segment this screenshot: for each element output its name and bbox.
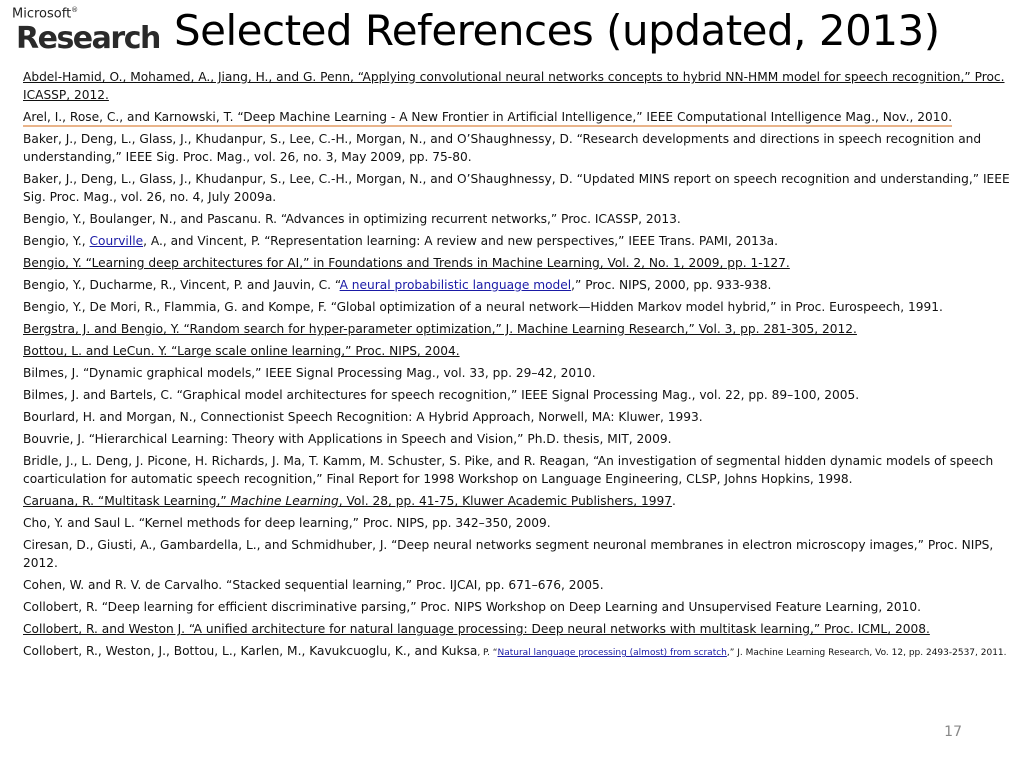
reference-item: Bengio, Y., Boulanger, N., and Pascanu. R. “Advances in optimizing recurrent networks,” Proc. ICASSP, 2013. xyxy=(23,212,681,226)
reference-link-courville[interactable]: Courville xyxy=(89,234,144,248)
reference-item: Cohen, W. and R. V. de Carvalho. “Stacked sequential learning,” Proc. IJCAI, pp. 671–676, 2005. xyxy=(23,578,604,592)
reference-item: Collobert, R., Weston, J., Bottou, L., Karlen, M., Kavukcuoglu, K., and Kuksa, P. “Natural language processing (almost) from scratch,” J. Machine Learning Research, Vo. 12, pp. 2493-2537, 2011. xyxy=(23,644,1007,658)
reference-item: Caruana, R. “Multitask Learning,” Machine Learning, Vol. 28, pp. 41-75, Kluwer Academic Publishers, 1997. xyxy=(23,494,676,508)
reference-item: Baker, J., Deng, L., Glass, J., Khudanpur, S., Lee, C.-H., Morgan, N., and O’Shaughnessy, D. “Updated MINS report on speech recognition and understanding,” IEEE Sig. Proc. Mag., vol. 26, no. 4, July 2009a. xyxy=(23,172,1010,204)
microsoft-research-logo xyxy=(10,6,170,56)
reference-item: Bilmes, J. “Dynamic graphical models,” IEEE Signal Processing Mag., vol. 33, pp. 29–42, 2010. xyxy=(23,366,596,380)
reference-item: Bengio, Y. “Learning deep architectures for AI,” in Foundations and Trends in Machine Learning, Vol. 2, No. 1, 2009, pp. 1-127. xyxy=(23,256,790,270)
reference-item: Collobert, R. and Weston J. “A unified architecture for natural language processing: Deep neural networks with multitask learning,” Proc. ICML, 2008. xyxy=(23,622,930,636)
reference-item: Bengio, Y., Ducharme, R., Vincent, P. and Jauvin, C. “A neural probabilistic language model,” Proc. NIPS, 2000, pp. 933-938. xyxy=(23,278,772,292)
reference-item: Bengio, Y., De Mori, R., Flammia, G. and Kompe, F. “Global optimization of a neural network—Hidden Markov model hybrid,” in Proc. Eurospeech, 1991. xyxy=(23,300,943,314)
reference-item: Bouvrie, J. “Hierarchical Learning: Theory with Applications in Speech and Vision,” Ph.D. thesis, MIT, 2009. xyxy=(23,432,672,446)
slide-title: Selected References (updated, 2013) xyxy=(174,6,940,55)
logo-microsoft-text: Microsoft® xyxy=(12,6,79,22)
reference-item: Bottou, L. and LeCun. Y. “Large scale online learning,” Proc. NIPS, 2004. xyxy=(23,344,460,358)
reference-item: Abdel-Hamid, O., Mohamed, A., Jiang, H., and G. Penn, “Applying convolutional neural networks concepts to hybrid NN-HMM model for speech recognition,” Proc. ICASSP, 2012. xyxy=(23,70,1005,102)
reference-item: Bilmes, J. and Bartels, C. “Graphical model architectures for speech recognition,” IEEE Signal Processing Mag., vol. 22, pp. 89–100, 2005. xyxy=(23,388,860,402)
reference-item: Bridle, J., L. Deng, J. Picone, H. Richards, J. Ma, T. Kamm, M. Schuster, S. Pike, and R. Reagan, “An investigation of segmental hidden dynamic models of speech coarticulation for automatic speech recognition,” Final Report for 1998 Workshop on Language Engineering, CLSP, Johns Hopkins, 1998. xyxy=(23,454,994,486)
reference-item: Ciresan, D., Giusti, A., Gambardella, L., and Schmidhuber, J. “Deep neural networks segment neuronal membranes in electron microscopy images,” Proc. NIPS, 2012. xyxy=(23,538,994,570)
page-number: 17 xyxy=(944,724,962,740)
reference-item: Baker, J., Deng, L., Glass, J., Khudanpur, S., Lee, C.-H., Morgan, N., and O’Shaughnessy, D. “Research developments and directions in speech recognition and understanding,” IEEE Sig. Proc. Mag., vol. 26, no. 3, May 2009, pp. 75-80. xyxy=(23,132,982,164)
reference-item: Bengio, Y., Courville, A., and Vincent, P. “Representation learning: A review and new perspectives,” IEEE Trans. PAMI, 2013a. xyxy=(23,234,779,248)
logo-research-text: Research xyxy=(16,21,160,56)
reference-item: Bourlard, H. and Morgan, N., Connectionist Speech Recognition: A Hybrid Approach, Norwell, MA: Kluwer, 1993. xyxy=(23,410,703,424)
reference-item: Collobert, R. “Deep learning for efficient discriminative parsing,” Proc. NIPS Workshop on Deep Learning and Unsupervised Feature Learning, 2010. xyxy=(23,600,921,614)
highlighted-reference-text: Arel, I., Rose, C., and Karnowski, T. “Deep Machine Learning - A New Frontier in Artificial Intelligence,” IEEE Computational Intelligence Mag., Nov., 2010. xyxy=(23,110,952,127)
reference-item: Cho, Y. and Saul L. “Kernel methods for deep learning,” Proc. NIPS, pp. 342–350, 2009. xyxy=(23,516,551,530)
reference-item xyxy=(23,108,1024,126)
reference-link-nlp-from-scratch[interactable]: Natural language processing (almost) from scratch xyxy=(497,648,727,658)
reference-item: Bergstra, J. and Bengio, Y. “Random search for hyper-parameter optimization,” J. Machine Learning Research,” Vol. 3, pp. 281-305, 2012. xyxy=(23,322,857,336)
reference-list xyxy=(23,68,1024,688)
reference-link-neural-probabilistic-lm[interactable]: A neural probabilistic language model xyxy=(339,278,572,292)
